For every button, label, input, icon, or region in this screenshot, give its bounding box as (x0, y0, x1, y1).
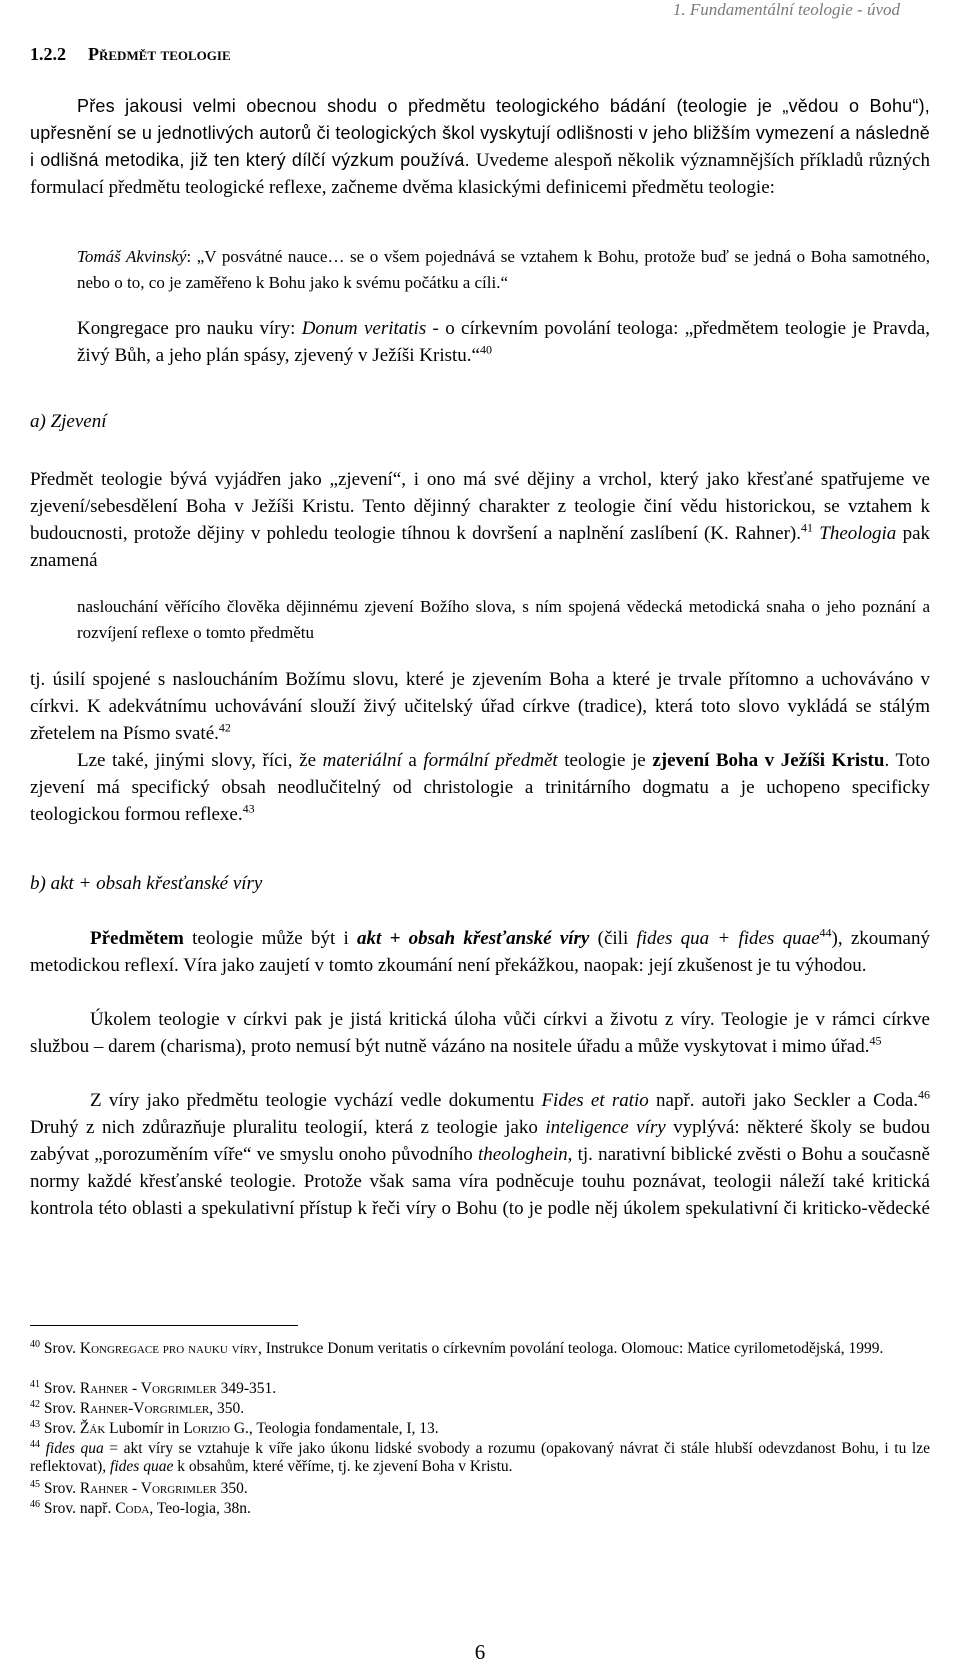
section-a-paragraph-3: Lze také, jinými slovy, říci, že materiální a formální předmět teologie je zjevení Boha v Ježíši Kristu. Toto zjevení má specifický obsah neodlučitelný od christologie a trinitárního dogmatu a je uchopeno specificky teologickou formou reflexe.$^{43}$ (30, 750, 930, 825)
section-heading (30, 44, 231, 65)
footnote-ref-41[interactable]: 41 (800, 520, 813, 535)
footnote-ref-46[interactable]: 46 (918, 1087, 930, 1102)
footnote-divider (30, 1325, 298, 1326)
quote-aquinas: Tomáš Akvinský: „V posvátné nauce… se o všem pojednává se vztahem k Bohu, protože buď se jedná o Boha samotného, nebo o to, co je zaměřeno k Bohu jako k svému počátku a cíli.“ (77, 247, 930, 292)
footnote-ref-44[interactable]: 44 (819, 925, 832, 940)
theologia-definition-quote: naslouchání věřícího člověka dějinnému zjevení Božího slova, s ním spojená vědecká metodická snaha o jeho poznání a rozvíjení reflexe o tomto předmětu (77, 597, 930, 642)
intro-paragraph-1: Přes jakousi velmi obecnou shodu o předmětu teologického bádání (teologie je „vědou o Bohu“), upřesnění se u jednotlivých autorů či teologických škol vyskytují odlišnosti v jeho bližším vymezení a následně i odlišná metodika, již ten který dílčí výzkum používá. Uvedeme alespoň několik významnějších příkladů různých formulací předmětu teologické reflexe, začneme dvěma klasickými definicemi předmětu teologie: (30, 96, 930, 198)
section-b-paragraph-1: Předmětem teologie může být i akt + obsah křesťanské víry (čili fides qua + fides quae$^{44}$), zkoumaný metodickou reflexí. Víra jako zaujetí v tomto zkoumání není překážkou, naopak: její zkušenost je tu výhodou. (30, 925, 930, 976)
section-b-paragraph-2: Úkolem teologie v církvi pak je jistá kritická úloha vůči církvi a životu z víry. Teologie je v rámci církve službou – darem (charisma), proto nemusí být nutně vázáno na nositele úřadu a může vyskytovat i mimo úřad.$^{45}$ (30, 1009, 930, 1057)
footnote-40: $^{40}$ Srov. Kongregace pro nauku víry, Instrukce Donum veritatis o církevním povolání teologa. Olomouc: Matice cyrilometodějská, 1999. (30, 1338, 884, 1357)
footnote-ref-43[interactable]: 43 (242, 801, 255, 816)
footnote-41: $^{41}$ Srov. Rahner - Vorgrimler 349-351. (30, 1378, 277, 1397)
section-a-paragraph-1: Předmět teologie bývá vyjádřen jako „zjevení“, i ono má své dějiny a vrchol, který jako křesťané spatřujeme ve zjevení/sebesdělení Boha v Ježíši Kristu. Tento dějinný charakter z teologie činí vědu historickou, se vztahem k budoucnosti, protože dějiny v pohledu teologie tíhnou k dovršení a naplnění zaslíbení (K. Rahner).$^{41}$ Theologia pak znamená (30, 469, 931, 571)
footnote-42: $^{42}$ Srov. Rahner-Vorgrimler, 350. (30, 1398, 245, 1417)
section-a-paragraph-2: tj. úsilí spojené s nasloucháním Božímu slovu, které je zjevením Boha a které je trvale přítomno a uchováváno v církvi. K adekvátnímu uchovávání slouží živý učitelský úřad církve (tradice), která toto slovo vykládá se stálým zřetelem na Písmo svaté.$^{42}$ (30, 669, 930, 744)
quote-author: Tomáš Akvinský (77, 247, 187, 266)
running-header: 1. Fundamentální teologie - úvod (672, 0, 900, 19)
subheading-a: a) Zjevení (30, 411, 107, 432)
footnote-43: $^{43}$ Srov. Žák Lubomír in Lorizio G., Teologia fondamentale, I, 13. (30, 1418, 439, 1437)
subheading-b: b) akt + obsah křesťanské víry (30, 873, 263, 894)
footnote-45: $^{45}$ Srov. Rahner - Vorgrimler 350. (30, 1478, 248, 1497)
footnote-46: $^{46}$ Srov. např. Coda, Teo-logia, 38n. (30, 1498, 251, 1517)
quote-kongregace: Kongregace pro nauku víry: Donum veritatis - o církevním povolání teologa: „předmětem teologie je Pravda, živý Bůh, a jeho plán spásy, zjevený v Ježíši Kristu.“$^{40}$ (77, 318, 930, 366)
footnote-ref-42[interactable]: 42 (218, 720, 231, 735)
footnote-ref-45[interactable]: 45 (869, 1033, 882, 1048)
section-title: Předmět teologie (88, 44, 231, 64)
section-number: 1.2.2 (30, 44, 66, 64)
footnote-ref-40[interactable]: 40 (479, 342, 492, 357)
section-b-paragraph-3: Z víry jako předmětu teologie vychází vedle dokumentu Fides et ratio např. autoři jako Seckler a Coda.$^{46}$ Druhý z nich zdůrazňuje pluralitu teologií, která z teologie jako inteligence víry vyplývá: některé školy se budou zabývat „porozuměním víře“ ve smyslu onoho původního theologhein, tj. narativní biblické zvěsti o Bohu a současně normy každé křesťanské teologie. Protože však sama víra podněcuje touhu poznávat, teologii náleží také kritická kontrola této oblasti a spekulativní přístup k řeči víry o Bohu (to je podle něj úkolem spekulativní či kriticko-vědecké (30, 1087, 930, 1219)
footnote-44: $^{44}$ fides qua = akt víry se vztahuje k víře jako úkonu lidské svobody a rozumu (opakovaný návrat či stále hlubší odevzdanost Bohu, i tu lze reflektovat), fides quae k obsahům, které věříme, tj. ke zjevení Boha v Kristu. (30, 1438, 930, 1475)
page-number: 6 (474, 1640, 486, 1664)
